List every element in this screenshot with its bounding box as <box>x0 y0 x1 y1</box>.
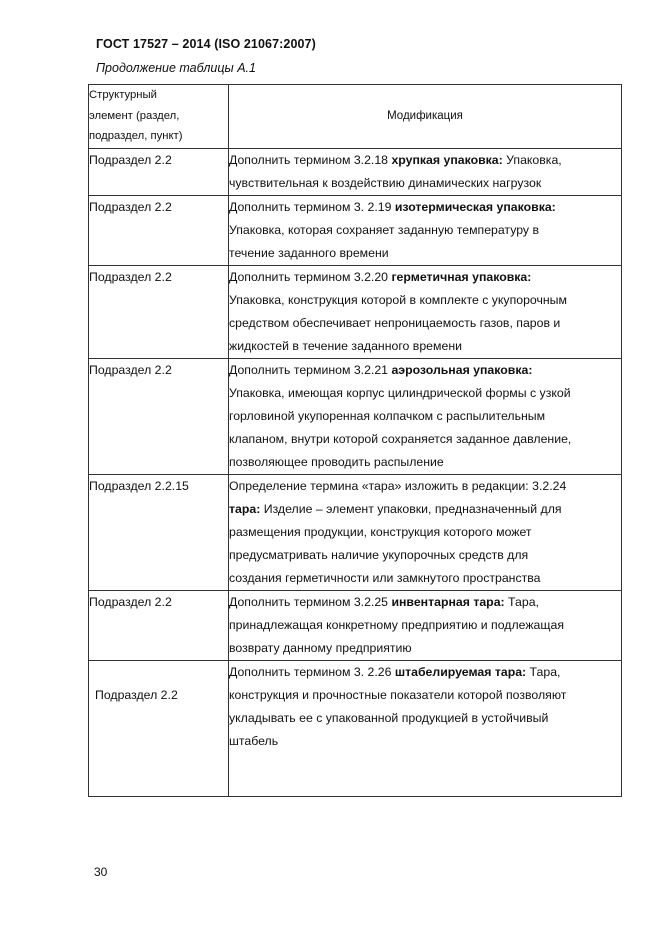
standard-title: ГОСТ 17527 – 2014 (ISO 21067:2007) <box>96 37 316 51</box>
modification-line: Дополнить термином 3.2.25 инвентарная тара: Тара, <box>229 595 539 609</box>
structural-element-cell: Подраздел 2.2 <box>89 149 229 196</box>
structural-element-cell: Подраздел 2.2 <box>89 266 229 359</box>
modification-line: Дополнить термином 3. 2.19 изотермическая упаковка: <box>229 200 556 214</box>
table-row <box>89 266 622 359</box>
modification-line: укладывать ее с упакованной продукцией в устойчивый <box>229 711 549 725</box>
term-name: инвентарная тара: <box>391 595 505 609</box>
modification-line: принадлежащая конкретному предприятию и подлежащая <box>229 618 565 632</box>
table-row <box>89 196 622 266</box>
header-line: подраздел, пункт) <box>89 130 183 142</box>
modification-cell <box>229 591 622 661</box>
modification-cell <box>229 359 622 475</box>
structural-element-cell: Подраздел 2.2 <box>89 591 229 661</box>
modification-line: жидкостей в течение заданного времени <box>229 339 462 353</box>
modification-line: клапаном, внутри которой сохраняется заданное давление, <box>229 432 572 446</box>
column-header-element <box>89 85 229 149</box>
modification-line: Дополнить термином 3.2.18 хрупкая упаковка: Упаковка, <box>229 153 562 167</box>
modification-line: Определение термина «тара» изложить в редакции: 3.2.24 <box>229 479 567 493</box>
modification-line: возврату данному предприятию <box>229 641 412 655</box>
modification-line: чувствительная к воздействию динамических нагрузок <box>229 176 542 190</box>
modification-line: штабель <box>229 734 279 748</box>
table-header-row <box>89 85 622 149</box>
table-row <box>89 359 622 475</box>
modification-line: горловиной укупоренная колпачком с распылительным <box>229 409 546 423</box>
page-number: 30 <box>94 865 108 879</box>
modification-line: Упаковка, которая сохраняет заданную температуру в <box>229 223 540 237</box>
table-row <box>89 475 622 591</box>
modification-line: позволяющее проводить распыление <box>229 455 444 469</box>
modification-cell <box>229 475 622 591</box>
modification-line: тара: Изделие – элемент упаковки, предназначенный для <box>229 502 562 516</box>
modification-line: размещения продукции, конструкция которого может <box>229 525 532 539</box>
modifications-table <box>88 84 622 797</box>
table-row <box>89 149 622 196</box>
modification-cell <box>229 149 622 196</box>
modification-line: конструкция и прочностные показатели которой позволяют <box>229 688 567 702</box>
table-row <box>89 661 622 797</box>
modification-cell <box>229 661 622 797</box>
table-continuation-caption: Продолжение таблицы А.1 <box>96 61 256 75</box>
modification-cell <box>229 266 622 359</box>
modification-line: предусматривать наличие укупорочных средств для <box>229 548 529 562</box>
header-line: элемент (раздел, <box>89 109 180 122</box>
modification-line: Упаковка, имеющая корпус цилиндрической формы с узкой <box>229 386 571 400</box>
structural-element-cell: Подраздел 2.2 <box>89 196 229 266</box>
modification-line: Дополнить термином 3.2.20 герметичная упаковка: <box>229 270 532 284</box>
term-name: герметичная упаковка: <box>391 270 532 284</box>
structural-element-cell: Подраздел 2.2 <box>89 359 229 475</box>
structural-element-cell: Подраздел 2.2.15 <box>89 475 229 591</box>
term-name: аэрозольная упаковка: <box>391 363 533 377</box>
modification-line: течение заданного времени <box>229 246 389 260</box>
term-name: тара: <box>229 502 261 516</box>
header-line: Структурный <box>89 89 157 101</box>
modification-line: средством обеспечивает непроницаемость газов, паров и <box>229 316 561 330</box>
table-row <box>89 591 622 661</box>
modification-line: Дополнить термином 3.2.21 аэрозольная упаковка: <box>229 363 533 377</box>
modification-cell <box>229 196 622 266</box>
modification-line: Упаковка, конструкция которой в комплекте с укупорочным <box>229 293 567 307</box>
modification-line: Дополнить термином 3. 2.26 штабелируемая тара: Тара, <box>229 665 561 679</box>
column-header-modification: Модификация <box>229 85 622 149</box>
term-name: изотермическая упаковка: <box>394 200 556 214</box>
modification-line: создания герметичности или замкнутого пространства <box>229 571 541 585</box>
term-name: хрупкая упаковка: <box>391 153 503 167</box>
term-name: штабелируемая тара: <box>394 665 527 679</box>
structural-element-cell: Подраздел 2.2 <box>89 661 229 797</box>
